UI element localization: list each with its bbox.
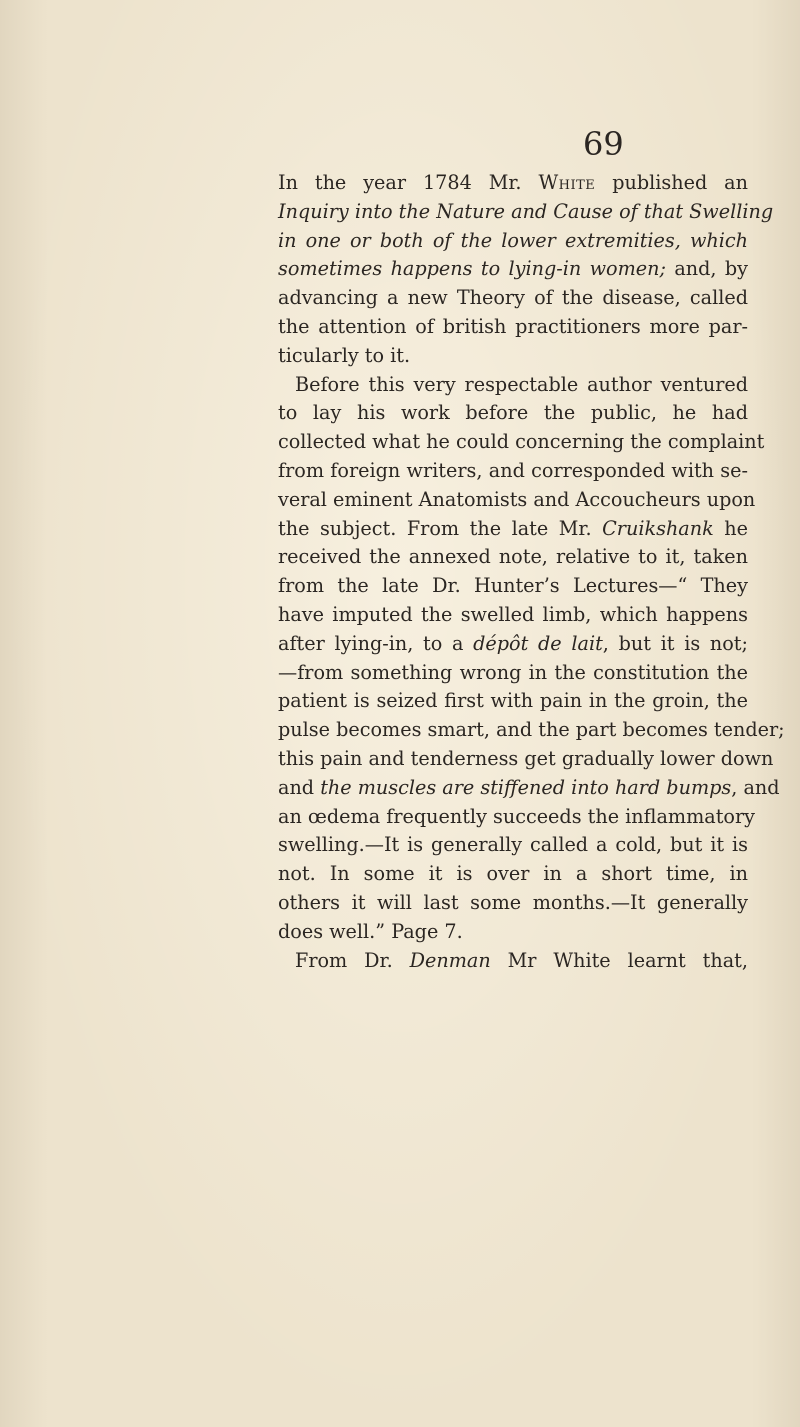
- text-line: [278, 889, 748, 918]
- text-line: [278, 169, 748, 198]
- italic-text: sometimes happens to lying-in women;: [278, 257, 666, 281]
- text-line: [278, 716, 785, 745]
- small-caps-text: White: [538, 171, 596, 194]
- text-segment: In the year 1784 Mr.: [278, 171, 539, 194]
- text-line: [278, 284, 748, 313]
- text-segment: after lying-in, to a: [278, 631, 474, 655]
- text-segment: to lay his work before the public, he had: [278, 401, 748, 425]
- text-line: [278, 313, 748, 342]
- text-line: [278, 687, 748, 716]
- text-segment: an œdema frequently succeeds the inflammatory: [278, 804, 755, 828]
- text-segment: collected what he could concerning the complaint: [278, 430, 765, 454]
- body-text: [278, 169, 785, 975]
- text-segment: from foreign writers, and corresponded with se-: [278, 458, 748, 482]
- text-line: [278, 227, 748, 256]
- text-segment: veral eminent Anatomists and Accoucheurs upon: [278, 487, 756, 511]
- text-segment: From Dr.: [295, 948, 410, 972]
- text-segment: does well.” Page 7.: [278, 919, 463, 943]
- text-segment: swelling.—It is generally called a cold, but it is: [278, 833, 748, 857]
- paragraph: [278, 947, 748, 976]
- italic-text: in one or both of the lower extremities, which: [278, 228, 748, 252]
- text-line: [278, 457, 748, 486]
- text-segment: published an: [595, 171, 748, 194]
- text-segment: and, by: [665, 257, 748, 281]
- text-line: [278, 255, 748, 284]
- italic-text: dépôt de lait: [473, 631, 603, 655]
- page-number: 69: [583, 125, 624, 163]
- text-segment: , but it is not;: [602, 631, 748, 655]
- italic-text: the muscles are stiffened into hard bumps: [320, 775, 732, 799]
- text-segment: advancing a new Theory of the disease, called: [278, 286, 748, 310]
- text-segment: the attention of british practitioners more par-: [278, 314, 748, 338]
- italic-text: Denman: [409, 948, 491, 972]
- text-line: [278, 918, 748, 947]
- text-line: [278, 486, 756, 515]
- text-line: [278, 428, 765, 457]
- text-segment: Before this very respectable author ventured: [295, 372, 748, 396]
- text-line: [278, 659, 748, 688]
- text-segment: the subject. From the late Mr.: [278, 516, 603, 540]
- text-segment: ticularly to it.: [278, 343, 411, 367]
- text-line: [278, 630, 748, 659]
- text-line: [278, 543, 748, 572]
- text-segment: , and: [731, 775, 780, 799]
- text-segment: and: [278, 775, 321, 799]
- text-line: [278, 342, 748, 371]
- text-line: [278, 860, 748, 889]
- text-line: [278, 947, 748, 976]
- text-line: [278, 831, 748, 860]
- text-segment: he: [713, 516, 748, 540]
- text-line: [278, 198, 774, 227]
- text-line: [278, 371, 748, 400]
- text-segment: have imputed the swelled limb, which happens: [278, 602, 748, 626]
- text-segment: Mr White learnt that,: [490, 948, 748, 972]
- text-line: [278, 399, 748, 428]
- text-segment: pulse becomes smart, and the part becomes tender;: [278, 718, 785, 742]
- text-segment: not. In some it is over in a short time, in: [278, 862, 748, 886]
- text-segment: patient is seized first with pain in the groin, the: [278, 689, 748, 713]
- text-line: [278, 803, 755, 832]
- text-segment: others it will last some months.—It generally: [278, 890, 748, 914]
- text-line: [278, 774, 780, 803]
- text-segment: from the late Dr. Hunter’s Lectures—“ They: [278, 574, 748, 598]
- text-segment: this pain and tenderness get gradually lower down: [278, 746, 774, 770]
- text-line: [278, 572, 748, 601]
- italic-text: Cruikshank: [602, 516, 714, 540]
- paragraph: [278, 169, 774, 371]
- text-segment: received the annexed note, relative to it, taken: [278, 545, 748, 569]
- text-line: [278, 601, 748, 630]
- text-line: [278, 745, 774, 774]
- italic-text: Inquiry into the Nature and Cause of that Swelling: [278, 199, 774, 223]
- paragraph: [278, 371, 785, 947]
- text-line: [278, 515, 748, 544]
- text-segment: —from something wrong in the constitution the: [278, 660, 748, 684]
